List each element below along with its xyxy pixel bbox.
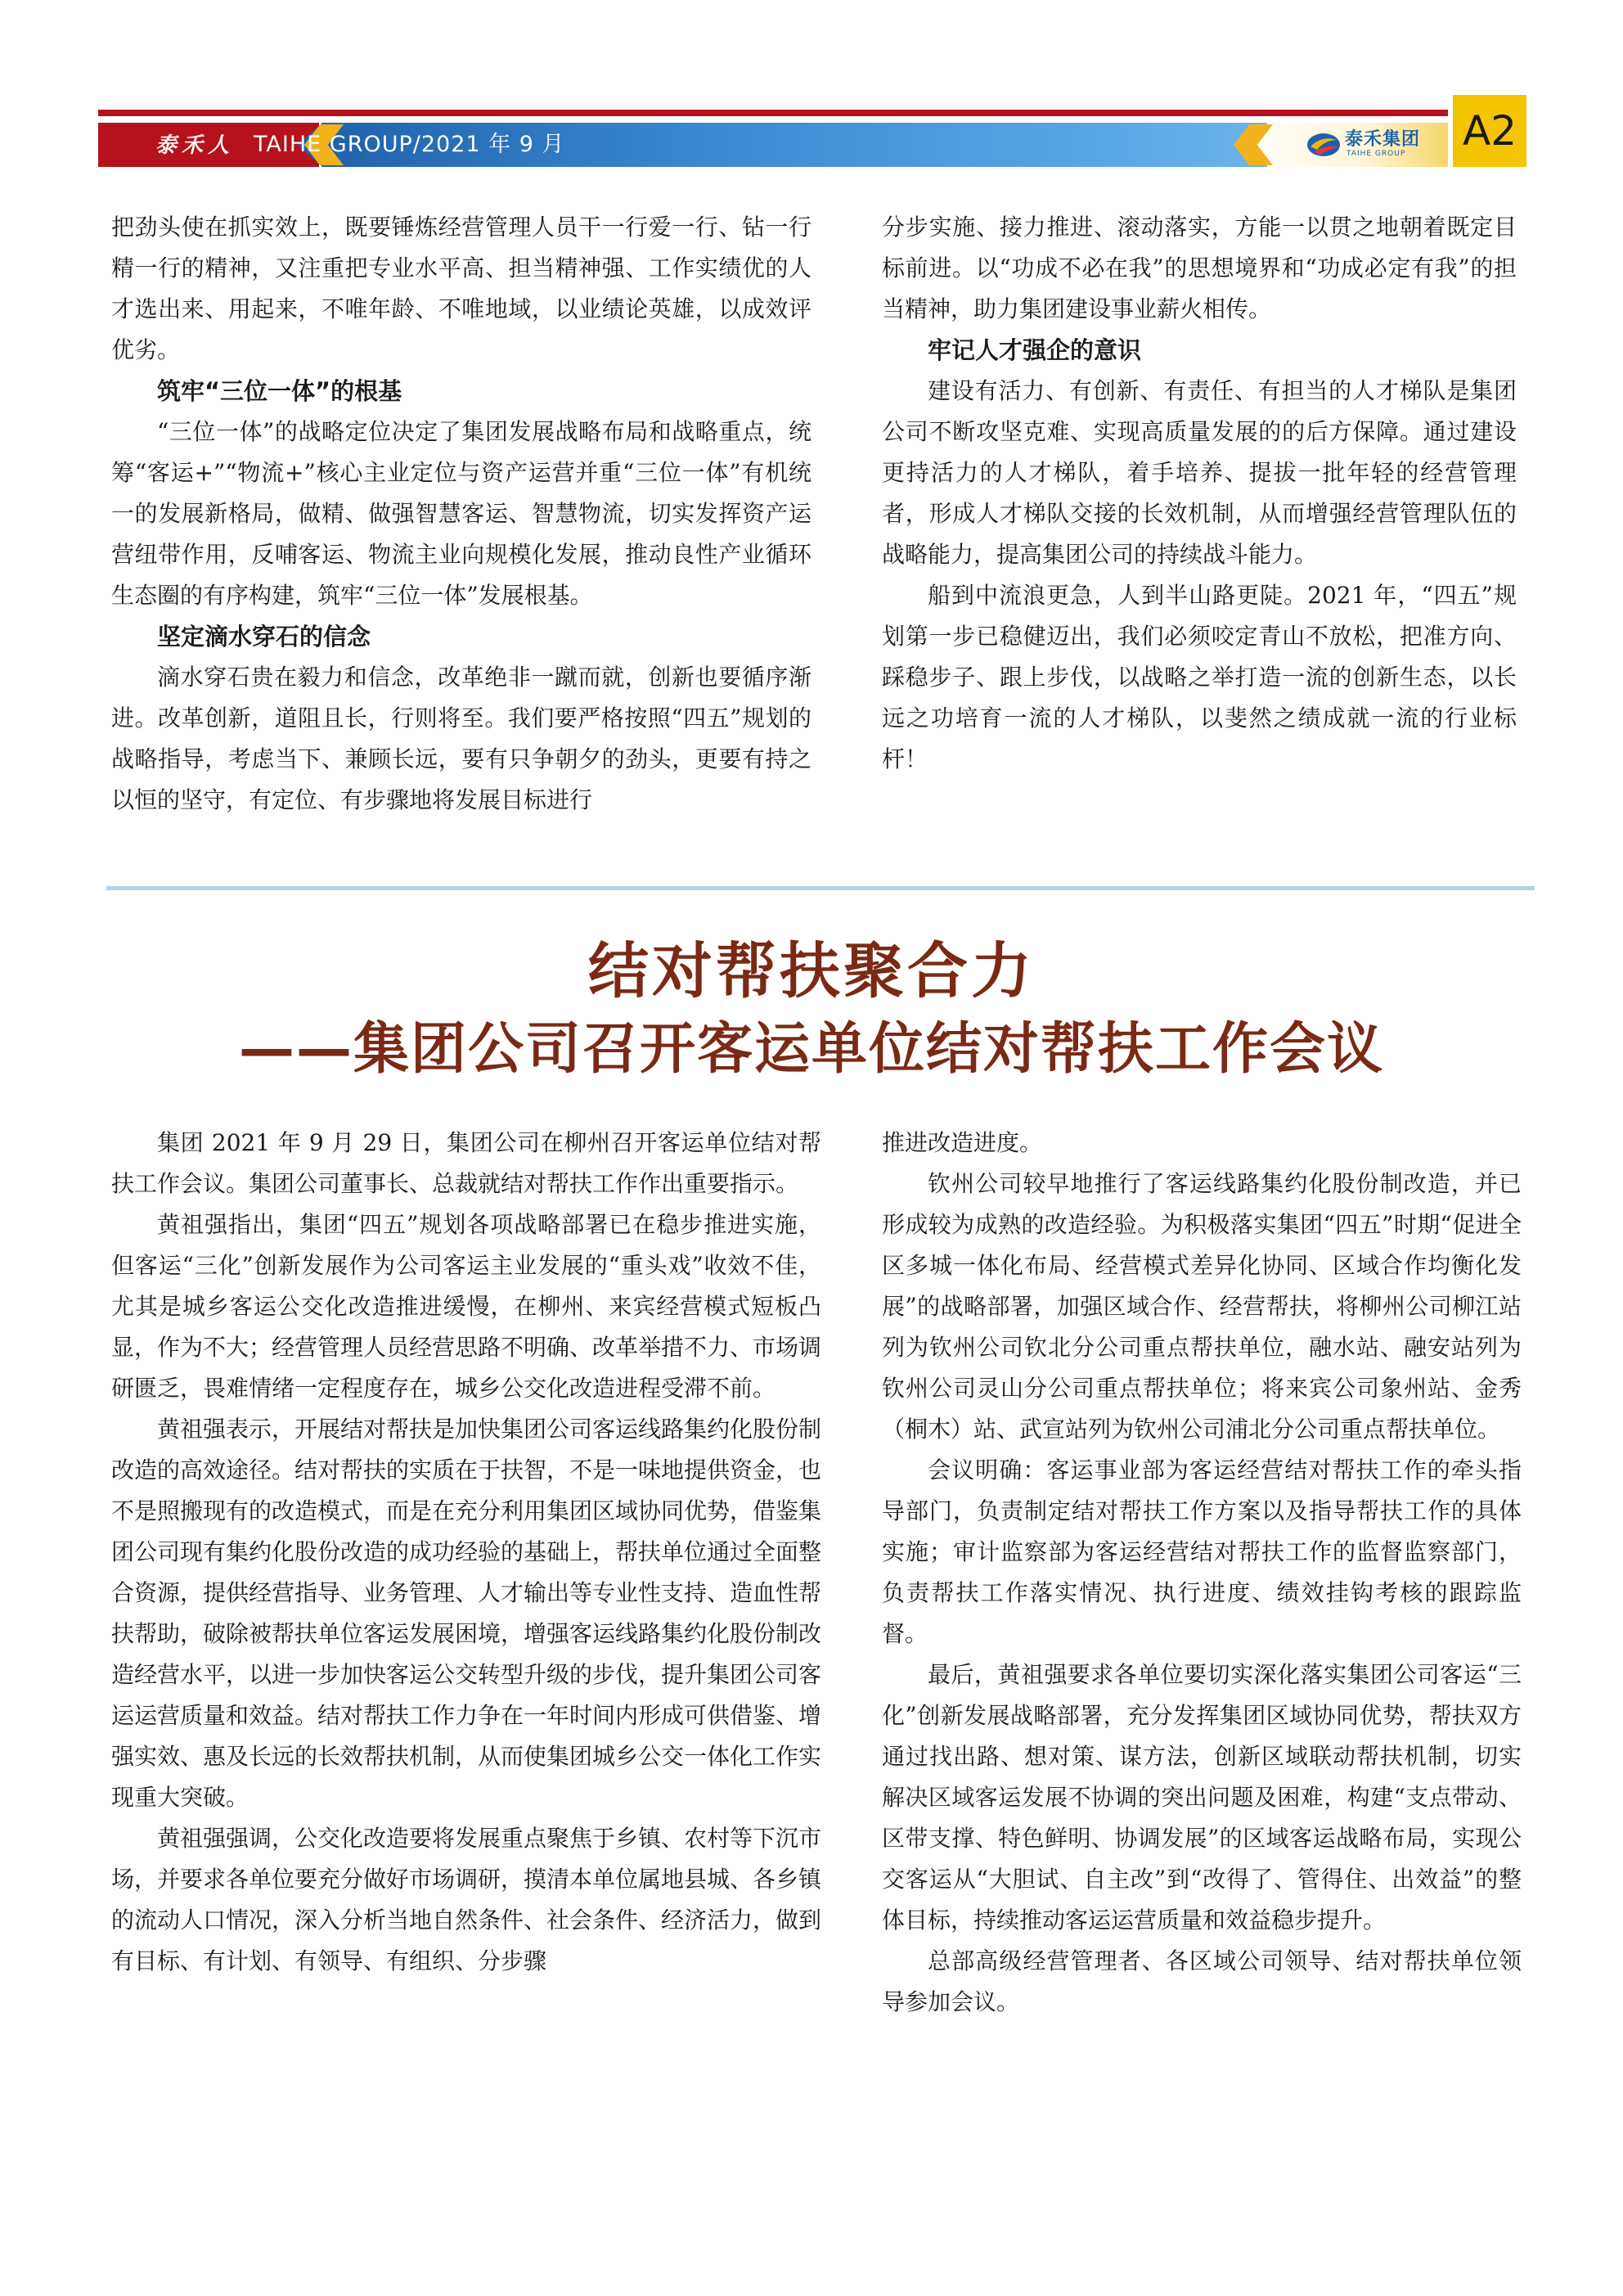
paragraph: 黄祖强表示，开展结对帮扶是加快集团公司客运线路集约化股份制改造的高效途径。结对帮扶的实质在于扶智，不是一味地提供资金，也不是照搬现有的改造模式，而是在充分利用集团区域协同优势，借鉴集团公司现有集约化股份改造的成功经验的基础上，帮扶单位通过全面整合资源，提供经营指导、业务管理、人才输出等专业性支持、造血性帮扶帮助，破除被帮扶单位客运发展困境，增强客运线路集约化股份制改造经营水平，以进一步加快客运公交转型升级的步伐，提升集团公司客运运营质量和效益。结对帮扶工作力争在一年时间内形成可供借鉴、增强实效、惠及长远的长效帮扶机制，从而使集团城乡公交一体化工作实现重大突破。 [111, 1416, 822, 1811]
paragraph: 钦州公司较早地推行了客运线路集约化股份制改造，并已形成较为成熟的改造经验。为积极落实集团“四五”时期“促进全区多城一体化布局、经营模式差异化协同、区域合作均衡化发展”的战略部署，加强区域合作、经营帮扶，将柳州公司柳江站列为钦州公司钦北分公司重点帮扶单位，融水站、融安站列为钦州公司灵山分公司重点帮扶单位；将来宾公司象州站、金秀（桐木）站、武宣站列为钦州公司浦北分公司重点帮扶单位。 [882, 1170, 1522, 1443]
paragraph: “三位一体”的战略定位决定了集团发展战略布局和战略重点，统筹“客运+”“物流+”核心主业定位与资产运营并重“三位一体”有机统一的发展新格局，做精、做强智慧客运、智慧物流，切实发挥资产运营纽带作用，反哺客运、物流主业向规模化发展，推动良性产业循环生态圈的有序构建，筑牢“三位一体”发展根基。 [111, 418, 812, 609]
paragraph: 建设有活力、有创新、有责任、有担当的人才梯队是集团公司不断攻坚克难、实现高质量发展的的后方保障。通过建设更持活力的人才梯队，着手培养、提拔一批年轻的经营管理者，形成人才梯队交接的长效机制，从而增强经营管理队伍的战略能力，提高集团公司的持续战斗能力。 [882, 377, 1517, 568]
article2-right-column [882, 1123, 1522, 2023]
article-title: 结对帮扶聚合力 [588, 936, 1035, 1006]
paragraph: 船到中流浪更急，人到半山路更陡。2021 年，“四五”规划第一步已稳健迈出，我们必须咬定青山不放松，把准方向、踩稳步子、跟上步伐，以战略之举打造一流的创新生态，以长远之功培育一流的人才梯队，以斐然之绩成就一流的行业标杆！ [882, 582, 1517, 772]
section-heading: 坚定滴水穿石的信念 [157, 623, 371, 651]
section-heading: 牢记人才强企的意识 [928, 336, 1142, 364]
page-number: A2 [1453, 95, 1526, 167]
logo-chinese-name: 泰禾集团 [1345, 129, 1421, 150]
header-rule [98, 110, 1448, 116]
paragraph: 滴水穿石贵在毅力和信念，改革绝非一蹴而就，创新也要循序渐进。改革创新，道阻且长，行则将至。我们要严格按照“四五”规划的战略指导，考虑当下、兼顾长远，要有只争朝夕的劲头，更要有持之以恒的坚守，有定位、有步骤地将发展目标进行 [111, 664, 812, 813]
taihe-logo-icon [1306, 130, 1342, 160]
paragraph: 最后，黄祖强要求各单位要切实深化落实集团公司客运“三化”创新发展战略部署，充分发挥集团区域协同优势，帮扶双方通过找出路、想对策、谋方法，创新区域联动帮扶机制，切实解决区域客运发展不协调的突出问题及困难，构建“支点带动、区带支撑、特色鲜明、协调发展”的区域客运战略布局，实现公交客运从“大胆试、自主改”到“改得了、管得住、出效益”的整体目标，持续推动客运运营质量和效益稳步提升。 [882, 1661, 1522, 1934]
article1-right-column [882, 207, 1517, 780]
logo-english-name: TAIHE GROUP [1347, 150, 1406, 158]
paragraph: 总部高级经营管理者、各区域公司领导、结对帮扶单位领导参加会议。 [882, 1947, 1522, 2015]
taihe-logo [1306, 128, 1445, 161]
article1-left-column [111, 207, 812, 821]
article2-left-column [111, 1123, 821, 1982]
issue-label: TAIHE GROUP/2021 年 9 月 [254, 132, 565, 157]
section-divider [106, 886, 1535, 890]
paragraph: 黄祖强强调，公交化改造要将发展重点聚焦于乡镇、农村等下沉市场，并要求各单位要充分做好市场调研，摸清本单位属地县城、各乡镇的流动人口情况，深入分析当地自然条件、社会条件、经济活力，做到有目标、有计划、有领导、有组织、分步骤 [111, 1825, 822, 1974]
paragraph: 把劲头使在抓实效上，既要锤炼经营管理人员干一行爱一行、钻一行精一行的精神，又注重把专业水平高、担当精神强、工作实绩优的人才选出来、用起来，不唯年龄、不唯地域，以业绩论英雄，以成效评优劣。 [111, 214, 812, 363]
section-heading: 筑牢“三位一体”的根基 [157, 377, 402, 405]
paragraph: 分步实施、接力推进、滚动落实，方能一以贯之地朝着既定目标前进。以“功成不必在我”的思想境界和“功成必定有我”的担当精神，助力集团建设事业薪火相传。 [882, 214, 1517, 322]
paragraph: 黄祖强指出，集团“四五”规划各项战略部署已在稳步推进实施，但客运“三化”创新发展作为公司客运主业发展的“重头戏”收效不佳，尤其是城乡客运公交化改造推进缓慢，在柳州、来宾经营模式短板凸显，作为不大；经营管理人员经营思路不明确、改革举措不力、市场调研匮乏，畏难情绪一定程度存在，城乡公交化改造进程受滞不前。 [111, 1211, 822, 1402]
paragraph: 推进改造进度。 [882, 1129, 1043, 1156]
masthead-title: 泰禾人 [155, 133, 235, 158]
paragraph: 集团 2021 年 9 月 29 日，集团公司在柳州召开客运单位结对帮扶工作会议。集团公司董事长、总裁就结对帮扶工作作出重要指示。 [111, 1129, 821, 1197]
article-subtitle: ——集团公司召开客运单位结对帮扶工作会议 [238, 1017, 1384, 1082]
paragraph: 会议明确：客运事业部为客运经营结对帮扶工作的牵头指导部门，负责制定结对帮扶工作方案以及指导帮扶工作的具体实施；审计监察部为客运经营结对帮扶工作的监督监察部门，负责帮扶工作落实情况、执行进度、绩效挂钩考核的跟踪监督。 [882, 1456, 1522, 1647]
